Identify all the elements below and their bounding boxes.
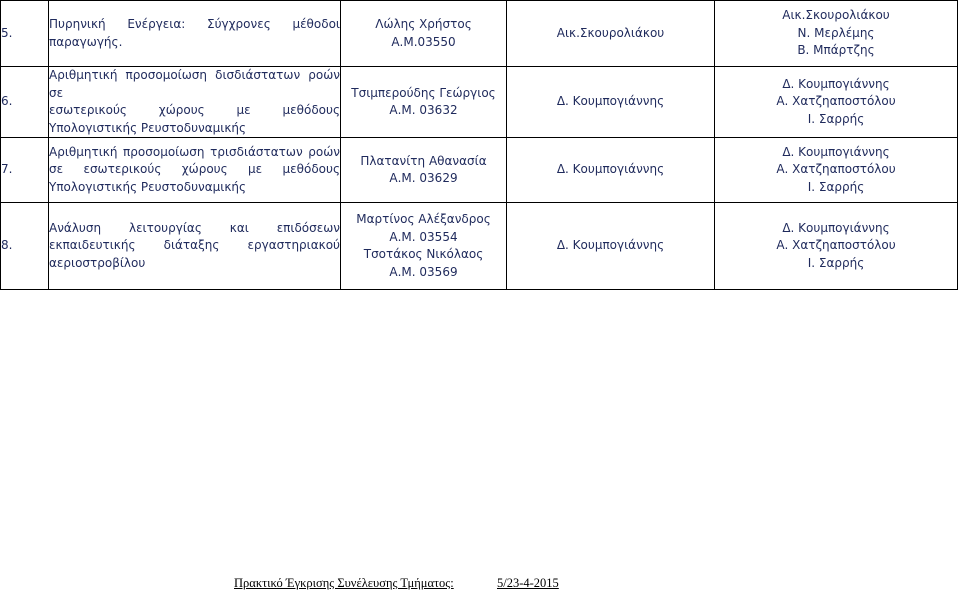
committee-cell	[715, 1, 958, 67]
committee-member: Ν. Μερλέμης	[797, 25, 875, 40]
supervisor-cell: Αικ.Σκουρολιάκου	[507, 1, 715, 67]
committee-cell	[715, 138, 958, 203]
title-line: Ανάλυση λειτουργίας και επιδόσεων	[49, 220, 340, 235]
title-line: εκπαιδευτικής διάταξης εργαστηριακού	[49, 238, 340, 253]
student-name: Πλατανίτη Αθανασία	[360, 153, 487, 168]
committee-member: Α. Χατζηαποστόλου	[776, 162, 896, 177]
committee-cell	[715, 67, 958, 138]
row-number: 5.	[1, 1, 49, 67]
row-number: 7.	[1, 138, 49, 203]
student-cell	[341, 1, 507, 67]
committee-member: Δ. Κουμπογιάννης	[782, 76, 890, 91]
table-row	[1, 203, 958, 290]
committee-member: Ι. Σαρρής	[807, 255, 865, 270]
thesis-title	[49, 67, 341, 138]
table-row	[1, 67, 958, 138]
student-cell	[341, 138, 507, 203]
title-line: σε εσωτερικούς χώρους με μεθόδους	[49, 162, 340, 177]
title-line: Πυρηνική Ενέργεια: Σύγχρονες μέθοδοι	[49, 17, 340, 31]
footer-date: 5/23-4-2015	[497, 576, 559, 590]
committee-member: Αικ.Σκουρολιάκου	[782, 8, 890, 23]
student-name: Τσιμπερούδης Γεώργιος	[351, 85, 496, 100]
row-number: 6.	[1, 67, 49, 138]
supervisor-cell: Δ. Κουμπογιάννης	[507, 67, 715, 138]
title-line: εσωτερικούς χώρους με μεθόδους	[49, 103, 340, 117]
supervisor-cell: Δ. Κουμπογιάννης	[507, 138, 715, 203]
table-row	[1, 1, 958, 67]
thesis-table	[0, 0, 958, 290]
student-cell	[341, 203, 507, 290]
committee-member: Δ. Κουμπογιάννης	[782, 220, 890, 235]
student-name: Λώλης Χρήστος	[375, 17, 472, 31]
title-line: Αριθμητική προσομοίωση δισδιάστατων ροών σε	[49, 68, 340, 100]
thesis-title	[49, 138, 341, 203]
committee-member: Δ. Κουμπογιάννης	[782, 144, 890, 159]
page-footer	[234, 576, 559, 591]
title-line: Υπολογιστικής Ρευστοδυναμικής	[49, 179, 247, 194]
row-number: 8.	[1, 203, 49, 290]
committee-cell	[715, 203, 958, 290]
committee-member: Β. Μπάρτζης	[797, 43, 875, 58]
title-line: Υπολογιστικής Ρευστοδυναμικής	[49, 120, 247, 135]
student-id: Α.Μ. 03569	[389, 264, 458, 279]
title-line: παραγωγής.	[49, 34, 123, 49]
committee-member: Α. Χατζηαποστόλου	[776, 238, 896, 253]
student-name: Μαρτίνος Αλέξανδρος	[356, 212, 491, 226]
student-id: Α.Μ. 03632	[389, 103, 458, 117]
footer-label: Πρακτικό Έγκρισης Συνέλευσης Τμήματος:	[234, 576, 454, 590]
student-cell	[341, 67, 507, 138]
thesis-title	[49, 203, 341, 290]
title-line: αεριοστροβίλου	[49, 255, 146, 270]
committee-member: Α. Χατζηαποστόλου	[776, 94, 896, 109]
committee-member: Ι. Σαρρής	[807, 111, 865, 126]
student-id: Α.Μ. 03554	[389, 229, 458, 244]
supervisor-cell: Δ. Κουμπογιάννης	[507, 203, 715, 290]
student-id: Α.Μ.03550	[391, 34, 456, 49]
thesis-title	[49, 1, 341, 67]
committee-member: Ι. Σαρρής	[807, 179, 865, 194]
table-row	[1, 138, 958, 203]
student-name: Τσοτάκος Νικόλαος	[363, 247, 484, 261]
student-id: Α.Μ. 03629	[389, 171, 458, 185]
title-line: Αριθμητική προσομοίωση τρισδιάστατων ροών	[49, 144, 340, 159]
